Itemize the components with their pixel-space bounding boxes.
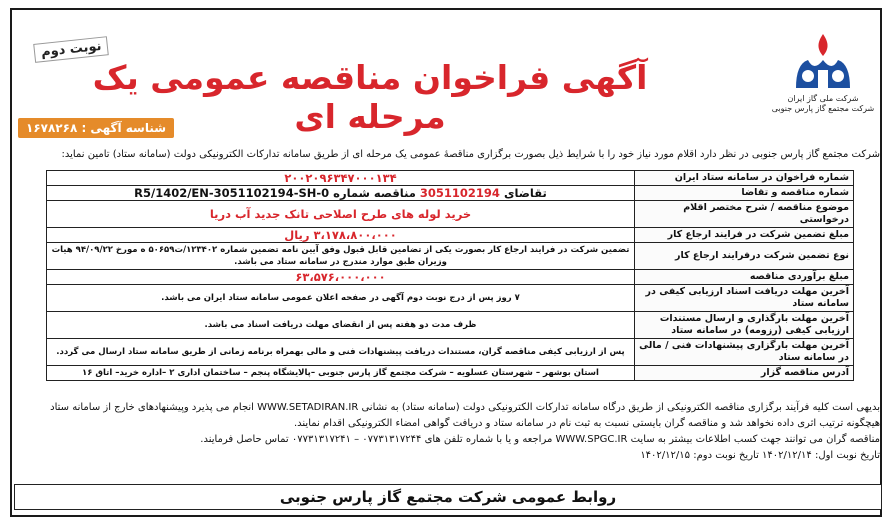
tender-subject: خرید لوله های طرح اصلاحی تانک جدید آب دریا <box>47 201 635 228</box>
table-row <box>47 285 854 312</box>
tender-number <box>47 186 635 201</box>
gas-flame-logo-icon <box>788 30 858 94</box>
guarantee-amount: ۳،۱۷۸،۸۰۰،۰۰۰ ریال <box>47 228 635 243</box>
table-row <box>47 312 854 339</box>
request-number: 3051102194 <box>419 186 500 200</box>
page-title: آگهی فراخوان مناقصه عمومی یک مرحله ای <box>92 58 648 136</box>
table-row <box>47 270 854 285</box>
row-label: آخرین مهلت بارگزاری پیشنهادات فنی / مالی در سامانه ستاد <box>635 339 854 366</box>
logo-line-1: شرکت ملی گاز ایران <box>787 94 859 103</box>
row-label: مبلغ تضمین شرکت در فرایند ارجاع کار <box>635 228 854 243</box>
table-row <box>47 339 854 366</box>
row-label: آخرین مهلت بارگذاری و ارسال مستندات ارزیابی کیفی (رزومه) در سامانه ستاد <box>635 312 854 339</box>
estimated-amount: ۶۳،۵۷۶،۰۰۰،۰۰۰ <box>47 270 635 285</box>
tender-code: R5/1402/EN-3051102194-SH-0 <box>134 186 330 200</box>
ad-number-badge: شناسه آگهی : ۱۶۷۸۲۶۸ <box>18 118 174 138</box>
table-row <box>47 366 854 381</box>
stage-badge: نوبت دوم <box>33 36 109 63</box>
public-relations-footer: روابط عمومی شرکت مجتمع گاز پارس جنوبی <box>14 484 882 510</box>
row-label: آخرین مهلت دریافت اسناد ارزیابی کیفی در سامانه ستاد <box>635 285 854 312</box>
tender-prefix: مناقصه شماره <box>333 186 416 200</box>
tenderer-address: استان بوشهر – شهرستان عسلویه – شرکت مجتمع گاز پارس جنوبی –پالایشگاه پنجم – ساختمان اداری ۲ –اداره خرید– اتاق ۱۶ <box>47 366 635 381</box>
row-label: نوع تضمین شرکت درفرایند ارجاع کار <box>635 243 854 270</box>
setad-note: بدیهی است کلیه فرآیند برگزاری مناقصه الکترونیکی از طریق درگاه سامانه تدارکات الکترونیکی دولت (سامانه ستاد) به نشانی WWW.SETADIRAN.IR انجام می پذیرد وپیشنهادهای خارج از سامانه ستاد هیچگونه ترتیب اثری داده نخواهد شد و مناقصه گران بایستی نسبت به ثبت نام در سامانه ستاد و دریافت گواهی امضاء الکترونیکی اقدام نمایند. <box>50 402 880 429</box>
nigc-logo <box>768 30 878 114</box>
table-row <box>47 186 854 201</box>
guarantee-type: تضمین شرکت در فرایند ارجاع کار بصورت یکی از تضامین قابل قبول وفق آیین نامه تضمین شماره ۱۲۳۴۰۲/ت۵۰۶۵۹ ه مورخ ۹۴/۰۹/۲۲ هیات وزیران طبق موارد مندرج در سامانه ستاد می باشد. <box>47 243 635 270</box>
row-label: شماره مناقصه و تقاضا <box>635 186 854 201</box>
logo-line-2: شرکت مجتمع گاز پارس جنوبی <box>771 104 875 113</box>
table-row <box>47 171 854 186</box>
resume-deadline: ظرف مدت دو هفته پس از انقضای مهلت دریافت اسناد می باشد. <box>47 312 635 339</box>
table-row <box>47 243 854 270</box>
doc-deadline: ۷ روز پس از درج نوبت دوم آگهی در صفحه اعلان عمومی سامانه ستاد ایران می باشد. <box>47 285 635 312</box>
row-label: مبلغ برآوردی مناقصه <box>635 270 854 285</box>
table-row <box>47 201 854 228</box>
notes-section <box>20 400 880 464</box>
call-number: ۲۰۰۲۰۹۶۳۴۷۰۰۰۱۳۴ <box>47 171 635 186</box>
row-label: شماره فراخوان در سامانه ستاد ایران <box>635 171 854 186</box>
intro-text: شرکت مجتمع گاز پارس جنوبی در نظر دارد اقلام مورد نیاز خود را با شرایط ذیل بصورت برگزاری مناقصهٔ عمومی یک مرحله ای از طریق سامانه تدارکات الکترونیکی دولت (سامانه ستاد) تامین نماید: <box>61 149 880 160</box>
proposal-deadline: پس از ارزیابی کیفی مناقصه گران، مستندات دریافت پیشنهادات فنی و مالی بهمراه برنامه زمانی از طریق سامانه ستاد ارسال می گردد. <box>47 339 635 366</box>
contact-note: مناقصه گران می توانند جهت کسب اطلاعات بیشتر به سایت WWW.SPGC.IR مراجعه و یا با شماره تلفن های ۰۷۷۳۱۳۱۷۲۴۴ – ۰۷۷۳۱۳۱۷۲۴۱ تماس حاصل فرمایند. <box>200 434 880 445</box>
row-label: آدرس مناقصه گزار <box>635 366 854 381</box>
publish-dates: تاریخ نوبت اول: ۱۴۰۲/۱۲/۱۴ تاریخ نوبت دوم: ۱۴۰۲/۱۲/۱۵ <box>640 450 880 461</box>
table-row <box>47 228 854 243</box>
row-label: موضوع مناقصه / شرح مختصر اقلام درخواستی <box>635 201 854 228</box>
request-prefix: تقاضای <box>503 186 547 200</box>
tender-details-table <box>46 170 854 381</box>
